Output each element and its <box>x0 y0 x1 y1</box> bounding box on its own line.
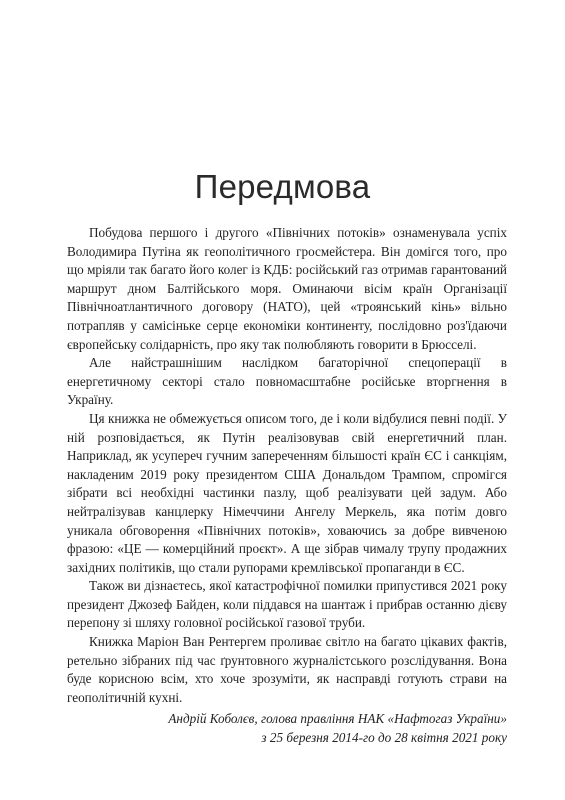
signature-line-2: з 25 березня 2014-го до 28 квітня 2021 року <box>261 730 507 746</box>
paragraph-5: Книжка Маріон Ван Рентергем проливає світло на багато цікавих фактів, ретельно зібраних під час ґрунтовного журналістського розслідування. Вона буде корисною всім, хто хоче зрозуміти, як насправді готують страви на геополітичній кухні. <box>67 634 507 705</box>
page-title: Передмова <box>194 168 371 205</box>
paragraph-3: Ця книжка не обмежується описом того, де і коли відбулися певні події. У ній розповідається, як Путін реалізовував свій енергетичний план. Наприклад, як усупереч гучним запереченням більшості країн ЄС і санкціям, накладеним 2019 року президентом США Дональдом Трампом, спромігся зібрати всі необхідні частинки пазлу, щоб реалізувати цей задум. Або нейтралізував канцлерку Німеччини Ангелу Меркель, яка потім довго уникала обговорення «Північних потоків», ховаючись за добре вивченою фразою: «ЦЕ — комерційний проєкт». А ще зібрав чималу трупу продажних західних політиків, що стали рупорами кремлівської пропаганди в ЄС. <box>67 410 507 575</box>
foreword-body <box>67 224 507 747</box>
paragraph-2: Але найстрашнішим наслідком багаторічної спецоперації в енергетичному секторі стало повномасштабне російське вторгнення в Україну. <box>67 355 507 408</box>
paragraph-1: Побудова першого і другого «Північних потоків» ознаменувала успіх Володимира Путіна як геополітичного гросмейстера. Він домігся того, про що мріяли так багато його колег із КДБ: російський газ отримав гарантований маршрут дном Балтійського моря. Оминаючи вісім країн Організації Північноатлантичного договору (НАТО), цей «троянський кінь» вільно потрапляв у самісіньке серце економіки континенту, послідовно роз'їдаючи європейську солідарність, про яку так полюбляють говорити в Брюсселі. <box>67 225 507 352</box>
paragraph-4: Також ви дізнаєтесь, якої катастрофічної помилки припустився 2021 року президент Джозеф Байден, коли піддався на шантаж і прибрав останню дієву перепону зі шляху головної російської газової труби. <box>67 578 507 631</box>
signature-line-1: Андрій Коболєв, голова правління НАК «Нафтогаз України» <box>168 711 507 727</box>
author-signature <box>67 709 507 747</box>
